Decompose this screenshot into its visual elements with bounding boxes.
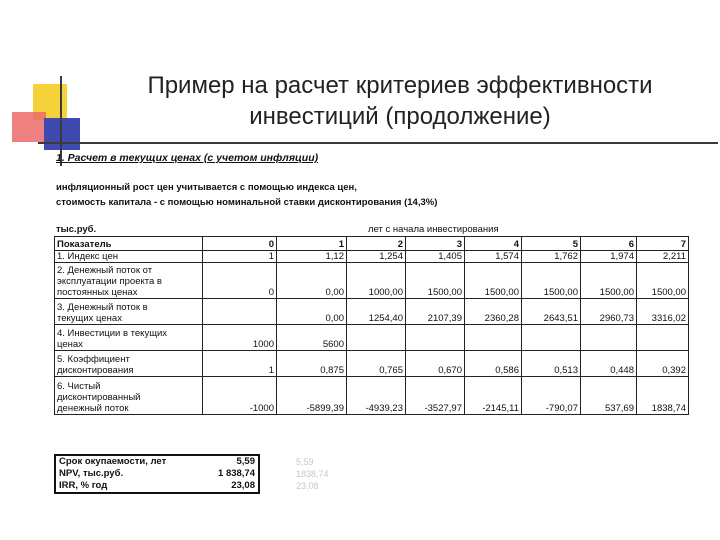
decor-horizontal-line xyxy=(38,142,718,144)
value-cell: 1,12 xyxy=(277,251,347,263)
value-cell: 1500,00 xyxy=(406,263,465,299)
value-cell: -5899,39 xyxy=(277,377,347,415)
value-cell: 0 xyxy=(203,263,277,299)
row-label-line: дисконтирования xyxy=(57,365,134,376)
value-cell: 0,670 xyxy=(406,351,465,377)
year-header-cell: 7 xyxy=(637,237,689,251)
row-label-line: дисконтированный xyxy=(57,392,141,403)
value-cell: 1 xyxy=(203,251,277,263)
row-label-cell xyxy=(55,263,203,299)
faint-summary-value: 5,59 xyxy=(296,457,314,467)
value-cell: 1500,00 xyxy=(465,263,522,299)
row-label-cell xyxy=(55,351,203,377)
title-line: инвестиций (продолжение) xyxy=(249,103,551,130)
table-row xyxy=(55,377,689,415)
unit-label: тыс.руб. xyxy=(56,224,97,235)
value-cell: 2107,39 xyxy=(406,299,465,325)
year-header-cell: 1 xyxy=(277,237,347,251)
header-cell: Показатель xyxy=(55,237,203,251)
value-cell: 2360,28 xyxy=(465,299,522,325)
value-cell: 1 xyxy=(203,351,277,377)
note-line: инфляционный рост цен учитывается с помощью индекса цен, xyxy=(56,182,357,193)
value-cell: 1000 xyxy=(203,325,277,351)
value-cell: 1,405 xyxy=(406,251,465,263)
summary-row xyxy=(55,480,259,493)
year-header-cell: 2 xyxy=(347,237,406,251)
faint-summary-value: 23,08 xyxy=(296,481,319,491)
value-cell: 0,875 xyxy=(277,351,347,377)
row-label-line: ценах xyxy=(57,339,83,350)
value-cell: 5600 xyxy=(277,325,347,351)
value-cell: 1000,00 xyxy=(347,263,406,299)
value-cell: 1,974 xyxy=(581,251,637,263)
summary-label: Срок окупаемости, лет xyxy=(59,456,167,467)
row-label-line: 5. Коэффициент xyxy=(57,354,130,365)
summary-table xyxy=(54,454,260,494)
summary-row xyxy=(55,468,259,480)
table-body xyxy=(55,251,689,415)
value-cell: 537,69 xyxy=(581,377,637,415)
value-cell: 2,211 xyxy=(637,251,689,263)
summary-body xyxy=(55,455,259,493)
value-cell: 1500,00 xyxy=(581,263,637,299)
year-header-cell: 0 xyxy=(203,237,277,251)
note-line: стоимость капитала - с помощью номинальной ставки дисконтирования (14,3%) xyxy=(56,197,438,208)
row-label-cell xyxy=(55,377,203,415)
summary-value: 1 838,74 xyxy=(218,468,255,479)
year-header-cell: 3 xyxy=(406,237,465,251)
year-header-cell: 4 xyxy=(465,237,522,251)
value-cell xyxy=(581,325,637,351)
value-cell: 0,00 xyxy=(277,263,347,299)
table-row xyxy=(55,263,689,299)
faint-summary-value: 1838,74 xyxy=(296,469,329,479)
row-label-line: текущих ценах xyxy=(57,313,122,324)
row-label-line: 3. Денежный поток в xyxy=(57,302,148,313)
value-cell: 0,392 xyxy=(637,351,689,377)
row-label-cell xyxy=(55,251,203,263)
row-label-line: эксплуатации проекта в xyxy=(57,276,162,287)
value-cell xyxy=(347,325,406,351)
value-cell: 0,765 xyxy=(347,351,406,377)
row-label-line: денежный поток xyxy=(57,403,129,414)
year-header-cell: 6 xyxy=(581,237,637,251)
value-cell: 1,574 xyxy=(465,251,522,263)
value-cell: 3316,02 xyxy=(637,299,689,325)
year-header-cell: 5 xyxy=(522,237,581,251)
row-label-line: 2. Денежный поток от xyxy=(57,265,153,276)
row-label-cell xyxy=(55,299,203,325)
table-header-row xyxy=(55,237,689,251)
table-row xyxy=(55,251,689,263)
table-row xyxy=(55,325,689,351)
value-cell: 0,448 xyxy=(581,351,637,377)
slide-title xyxy=(95,70,705,132)
cash-flow-table xyxy=(54,236,689,415)
row-label-line: 6. Чистый xyxy=(57,381,101,392)
value-cell: 0,586 xyxy=(465,351,522,377)
decor-blue-square xyxy=(44,118,80,150)
value-cell: 1500,00 xyxy=(637,263,689,299)
value-cell: -1000 xyxy=(203,377,277,415)
row-label-line: 4. Инвестиции в текущих xyxy=(57,328,168,339)
table-row xyxy=(55,351,689,377)
summary-row xyxy=(55,455,259,468)
value-cell: 1254,40 xyxy=(347,299,406,325)
decor-red-square xyxy=(12,112,46,142)
years-span-header: лет с начала инвестирования xyxy=(368,224,499,235)
summary-label: NPV, тыс.руб. xyxy=(59,468,124,479)
title-line: Пример на расчет критериев эффективности xyxy=(147,72,653,99)
value-cell: -2145,11 xyxy=(465,377,522,415)
value-cell xyxy=(203,299,277,325)
value-cell: 0,513 xyxy=(522,351,581,377)
value-cell: -790,07 xyxy=(522,377,581,415)
value-cell: 1,254 xyxy=(347,251,406,263)
summary-label: IRR, % год xyxy=(59,480,108,491)
section-subheading: 1. Расчет в текущих ценах (с учетом инфляции) xyxy=(56,152,319,164)
table-row xyxy=(55,299,689,325)
value-cell: 1,762 xyxy=(522,251,581,263)
summary-value: 23,08 xyxy=(231,480,255,491)
summary-value: 5,59 xyxy=(236,456,255,467)
value-cell: 1838,74 xyxy=(637,377,689,415)
row-label-cell xyxy=(55,325,203,351)
row-label-line: 1. Индекс цен xyxy=(57,251,118,262)
row-label-line: постоянных ценах xyxy=(57,287,138,298)
value-cell: -4939,23 xyxy=(347,377,406,415)
value-cell: 2643,51 xyxy=(522,299,581,325)
value-cell xyxy=(465,325,522,351)
value-cell xyxy=(406,325,465,351)
value-cell xyxy=(522,325,581,351)
value-cell: -3527,97 xyxy=(406,377,465,415)
value-cell: 0,00 xyxy=(277,299,347,325)
value-cell: 2960,73 xyxy=(581,299,637,325)
value-cell: 1500,00 xyxy=(522,263,581,299)
value-cell xyxy=(637,325,689,351)
